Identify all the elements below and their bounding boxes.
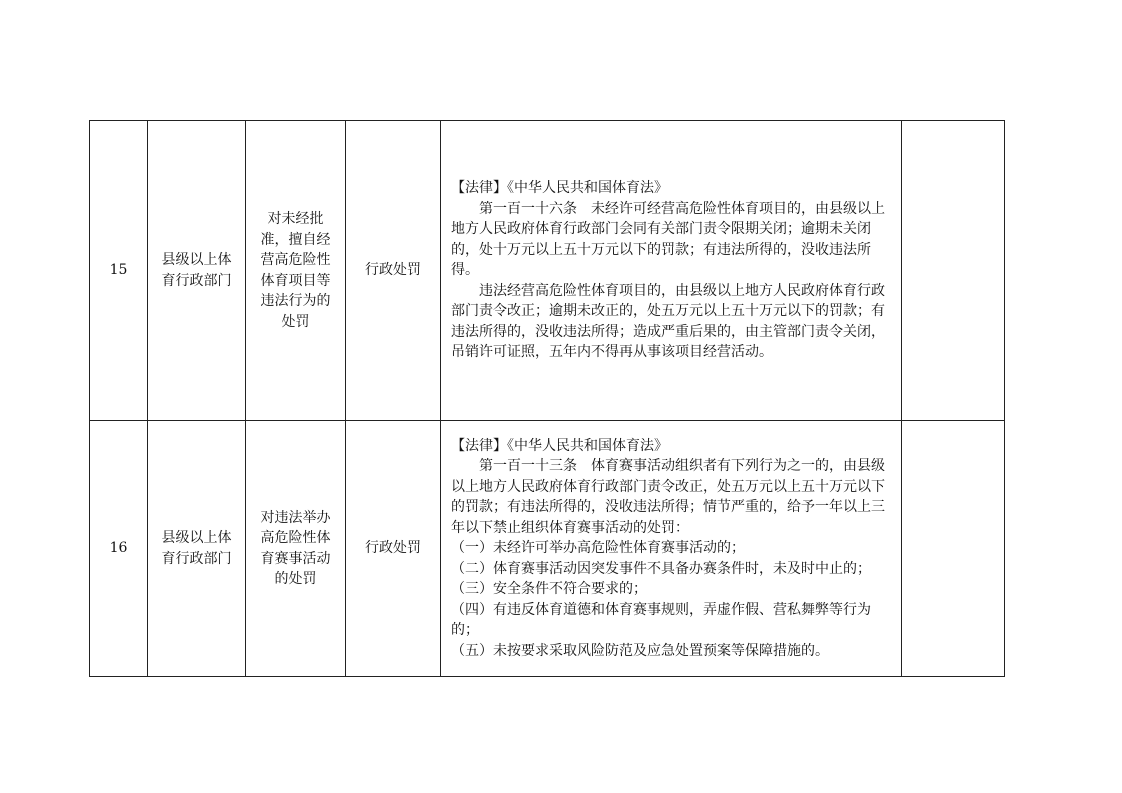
item-name-line: 体育项目等 xyxy=(260,272,331,289)
basis-clause: （二）体育赛事活动因突发事件不具备办赛条件时，未及时中止的； xyxy=(451,560,871,577)
item-name-line: 的处罚 xyxy=(274,571,317,587)
penalty-table xyxy=(89,120,1005,677)
basis-clause: （四）有违反体育道德和体育赛事规则，弄虚作假、营私舞弊等行为的； xyxy=(451,601,871,639)
legal-basis-cell xyxy=(441,421,902,677)
department-line: 育行政部门 xyxy=(161,550,232,567)
item-name-line: 对未经批 xyxy=(267,211,324,227)
item-name-line: 高危险性体 xyxy=(260,530,331,546)
basis-paragraph: 第一百一十六条 未经许可经营高危险性体育项目的，由县级以上地方人民政府体育行政部门会同有关部门责令限期关闭；逾期未关闭的，处十万元以上五十万元以下的罚款；有违法所得的，没收违法所得。 xyxy=(451,200,885,279)
remarks-cell xyxy=(902,421,1005,677)
basis-title: 【法律】《中华人民共和国体育法》 xyxy=(451,437,668,454)
penalty-type: 行政处罚 xyxy=(346,421,441,677)
item-name-line: 育赛事活动 xyxy=(260,550,331,567)
item-name-line: 处罚 xyxy=(281,313,310,330)
item-name-line: 对违法举办 xyxy=(260,509,331,526)
item-name-line: 准，擅自经 xyxy=(260,231,331,248)
department-cell xyxy=(148,121,246,421)
penalty-type: 行政处罚 xyxy=(346,121,441,421)
department-line: 县级以上体 xyxy=(161,252,232,268)
basis-clause: （三）安全条件不符合要求的； xyxy=(451,581,647,598)
row-number: 15 xyxy=(90,121,148,421)
item-name-cell xyxy=(246,121,346,421)
basis-paragraph: 违法经营高危险性体育项目的，由县级以上地方人民政府体育行政部门责令改正；逾期未改正的，处五万元以上五十万元以下的罚款；有违法所得的，没收违法所得；造成严重后果的，由主管部门责令关闭，吊销许可证照，五年内不得再从事该项目经营活动。 xyxy=(451,282,885,361)
basis-clause: （五）未按要求采取风险防范及应急处置预案等保障措施的。 xyxy=(451,642,829,659)
row-number: 16 xyxy=(90,421,148,677)
table-row xyxy=(90,121,1005,421)
department-line: 育行政部门 xyxy=(161,272,232,289)
basis-clause: （一）未经许可举办高危险性体育赛事活动的； xyxy=(451,540,745,557)
basis-paragraph: 第一百一十三条 体育赛事活动组织者有下列行为之一的，由县级以上地方人民政府体育行政部门责令改正，处五万元以上五十万元以下的罚款；有违法所得的，没收违法所得；情节严重的，给予一年以上三年以下禁止组织体育赛事活动的处罚： xyxy=(451,458,885,536)
item-name-line: 违法行为的 xyxy=(260,293,331,309)
item-name-cell xyxy=(246,421,346,677)
remarks-cell xyxy=(902,121,1005,421)
basis-title: 【法律】《中华人民共和国体育法》 xyxy=(451,180,668,197)
item-name-line: 营高危险性 xyxy=(260,252,331,268)
department-cell xyxy=(148,421,246,677)
department-line: 县级以上体 xyxy=(161,530,232,546)
table-row xyxy=(90,421,1005,677)
legal-basis-cell xyxy=(441,121,902,421)
